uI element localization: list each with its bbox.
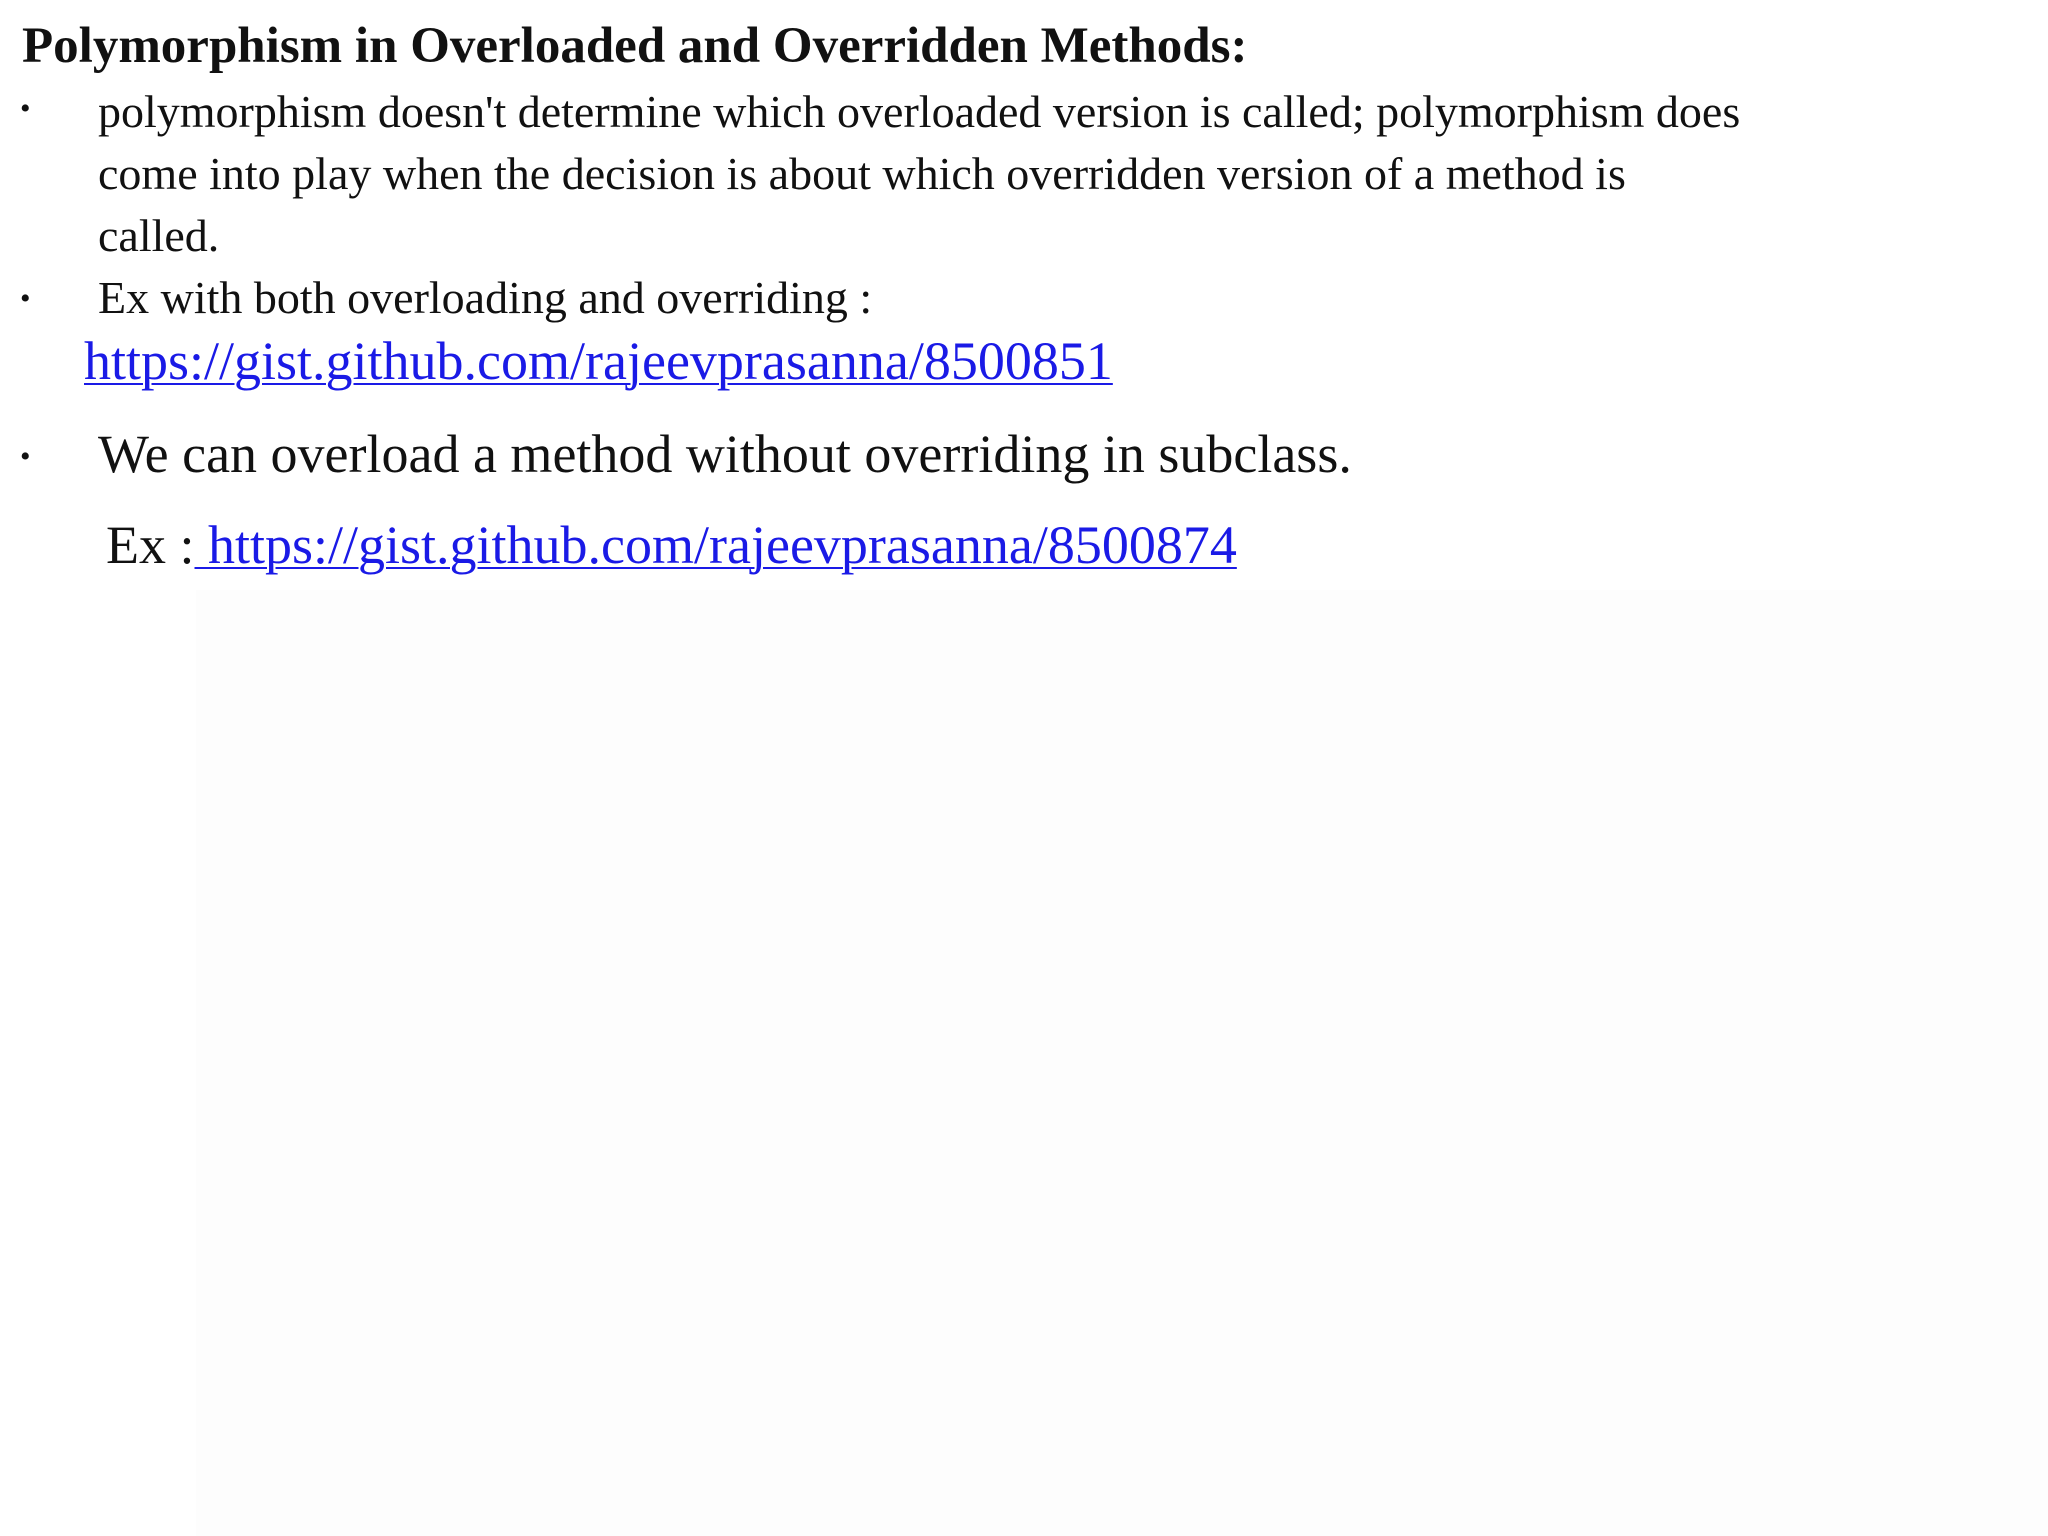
bullet1-line1: polymorphism doesn't determine which overloaded version is called; polymorphism does [98, 86, 1741, 137]
bullet2-text: Ex with both overloading and overriding : [98, 272, 873, 323]
bullet-icon: • [20, 282, 31, 315]
bullet-icon: • [20, 440, 31, 473]
background-panel [196, 590, 2048, 1536]
bullet3-text: We can overload a method without overriding in subclass. [98, 424, 1352, 484]
gist-link-8500874[interactable]: https://gist.github.com/rajeevprasanna/8500874 [194, 515, 1237, 575]
bullet3-example [106, 510, 1237, 580]
slide-title: Polymorphism in Overloaded and Overridden Methods: [22, 18, 1248, 74]
bullet1-line3: called. [98, 210, 220, 261]
bullet-icon: • [20, 92, 31, 125]
example-prefix: Ex : [106, 515, 195, 575]
gist-link-8500851[interactable]: https://gist.github.com/rajeevprasanna/8500851 [84, 331, 1113, 391]
bullet1-line2: come into play when the decision is about which overridden version of a method is [98, 148, 1626, 199]
